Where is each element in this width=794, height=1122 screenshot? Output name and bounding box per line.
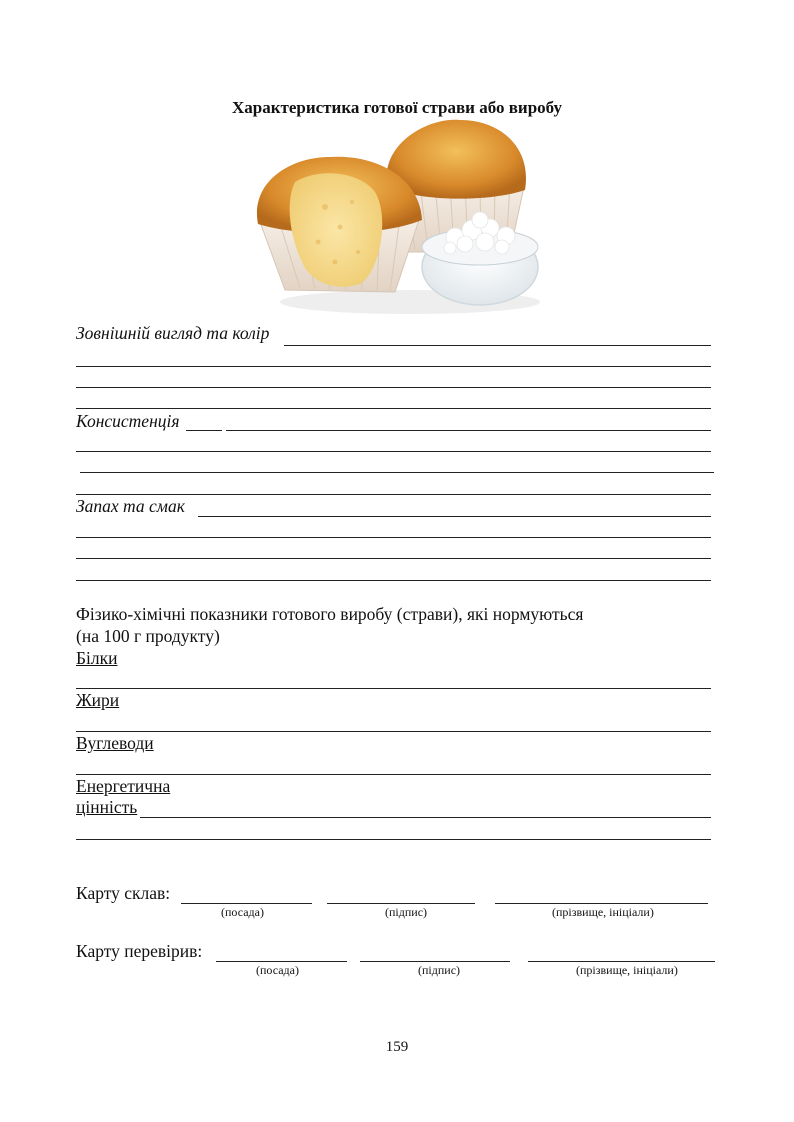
consistency-label: Консистенція [76,411,180,431]
answer-line[interactable] [76,537,711,538]
answer-line[interactable] [80,472,714,473]
page-number: 159 [385,1039,409,1055]
checked-name-line[interactable] [528,961,715,962]
proteins-fill-line[interactable] [76,688,711,689]
energy-label-line2: цінність [76,797,138,817]
consistency-fill-line[interactable] [226,430,711,431]
checked-position-line[interactable] [216,961,347,962]
answer-line[interactable] [76,580,711,581]
answer-line[interactable] [76,451,711,452]
appearance-label: Зовнішній вигляд та колір [76,323,270,343]
page-title: Характеристика готової страви або виробу [231,98,563,117]
fats-fill-line[interactable] [76,731,711,732]
position-caption: (посада) [221,905,264,919]
answer-line[interactable] [76,408,711,409]
compiled-by-label: Карту склав: [76,883,171,903]
answer-line[interactable] [76,558,711,559]
compiled-position-line[interactable] [181,903,312,904]
proteins-label: Білки [76,648,118,668]
compiled-signature-line[interactable] [327,903,475,904]
carbs-label: Вуглеводи [76,733,154,753]
carbs-fill-line[interactable] [76,774,711,775]
checked-signature-line[interactable] [360,961,510,962]
energy-fill-line[interactable] [140,817,711,818]
name-caption: (прізвище, ініціали) [576,963,678,977]
answer-line[interactable] [76,494,711,495]
answer-line[interactable] [76,366,711,367]
smell-taste-fill-line[interactable] [198,516,711,517]
answer-line[interactable] [76,387,711,388]
name-caption: (прізвище, ініціали) [552,905,654,919]
physchem-heading: Фізико-хімічні показники готового виробу (страви), які нормуються [76,604,584,624]
appearance-fill-line[interactable] [284,345,711,346]
muffins-with-cottage-cheese-photo [240,112,550,317]
checked-by-label: Карту перевірив: [76,941,203,961]
consistency-short-line [186,430,222,431]
signature-caption: (підпис) [385,905,428,919]
fats-label: Жири [76,690,120,710]
physchem-subheading: (на 100 г продукту) [76,626,220,646]
energy-label-line1: Енергетична [76,776,171,796]
position-caption: (посада) [256,963,299,977]
smell-taste-label: Запах та смак [76,496,185,516]
signature-caption: (підпис) [418,963,461,977]
compiled-name-line[interactable] [495,903,708,904]
answer-line[interactable] [76,839,711,840]
